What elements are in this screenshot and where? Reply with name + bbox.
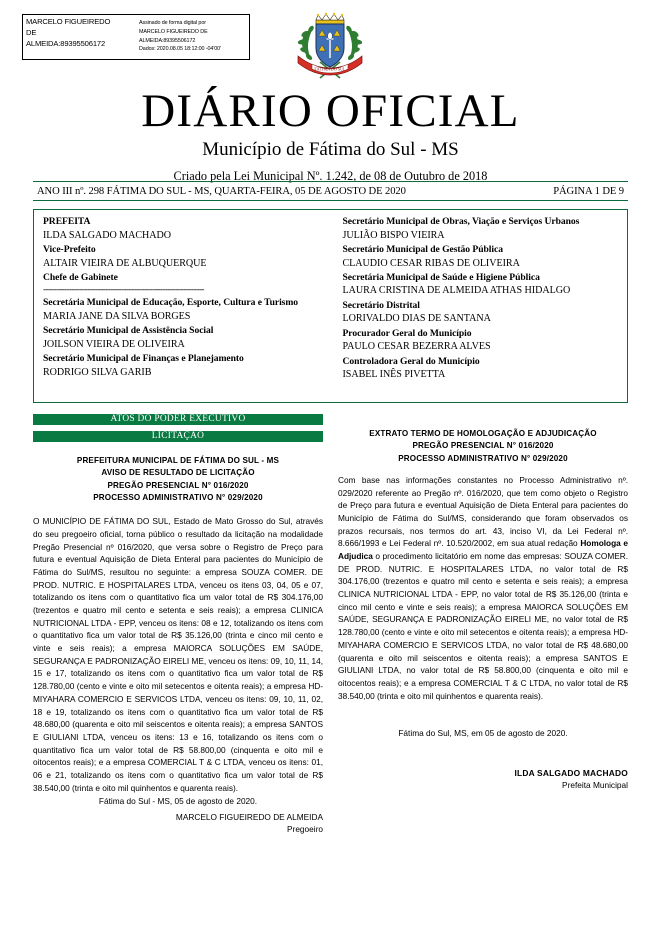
official-role: Secretário Distrital: [342, 299, 420, 311]
right-article-body: [338, 474, 628, 702]
heading-line: PROCESSO ADMINISTRATIVO N° 029/2020: [398, 453, 568, 463]
official-role: Secretária Municipal de Saúde e Higiene Pública: [342, 271, 540, 283]
svg-text:FÁTIMA DO SUL: FÁTIMA DO SUL: [314, 66, 346, 72]
page-title: DIÁRIO OFICIAL: [141, 85, 520, 137]
signature-detail-line: MARCELO FIGUEIREDO DE: [139, 28, 208, 35]
signer-name: MARCELO FIGUEIREDO DE ALMEIDA: [175, 811, 323, 822]
edition-bar: [33, 181, 628, 201]
masthead-subtitle: Município de Fátima do Sul - MS: [202, 138, 459, 160]
signer-name: ILDA SALGADO MACHADO: [514, 767, 628, 778]
municipal-coat-of-arms-icon: [292, 12, 368, 84]
official-role: PREFEITA: [43, 216, 91, 227]
official-role: Secretário Municipal de Finanças e Planejamento: [43, 353, 244, 365]
official-name: ALTAIR VIEIRA DE ALBUQUERQUE: [43, 257, 207, 269]
heading-line: PROCESSO ADMINISTRATIVO N° 029/2020: [93, 492, 263, 502]
signature-subject: [23, 15, 136, 59]
signer-role: Pregoeiro: [287, 824, 323, 835]
signature-details: [136, 15, 249, 59]
heading-line: PREFEITURA MUNICIPAL DE FÁTIMA DO SUL - MS: [76, 456, 280, 465]
official-role: Secretária Municipal de Educação, Esporte, Cultura e Turismo: [43, 297, 299, 309]
officials-separator: --------------------------------------------------------------: [43, 284, 204, 296]
right-article-signature: [338, 767, 628, 793]
heading-line: EXTRATO TERMO DE HOMOLOGAÇÃO E ADJUDICAÇÃO: [369, 429, 597, 438]
signature-detail-line: Assinado de forma digital por: [139, 20, 206, 26]
left-article-signature: [33, 811, 323, 836]
official-role: Controladora Geral do Município: [342, 355, 480, 367]
heading-line: AVISO DE RESULTADO DE LICITAÇÃO: [101, 468, 255, 478]
official-role: Secretário Municipal de Assistência Social: [43, 325, 214, 337]
official-role: Secretário Municipal de Obras, Viação e Serviços Urbanos: [342, 216, 580, 227]
official-name: RODRIGO SILVA GARIB: [43, 366, 152, 378]
official-role: Secretário Municipal de Gestão Pública: [342, 243, 503, 255]
left-article: [33, 455, 323, 836]
official-name: JOILSON VIEIRA DE OLIVEIRA: [43, 339, 185, 351]
signature-subject-line: DE: [26, 27, 37, 37]
left-article-heading: [33, 455, 323, 504]
edition-info: ANO III nº. 298 FÁTIMA DO SUL - MS, QUARTA-FEIRA, 05 DE AGOSTO DE 2020: [37, 185, 406, 197]
left-article-place-date: Fátima do Sul - MS, 05 de agosto de 2020.: [98, 796, 258, 807]
official-role: Vice-Prefeito: [43, 243, 96, 255]
officials-box: [33, 209, 628, 403]
signer-role: Prefeita Municipal: [562, 780, 628, 791]
official-name: PAULO CESAR BEZERRA ALVES: [342, 341, 491, 353]
heading-line: PREGÃO PRESENCIAL N° 016/2020: [107, 480, 249, 490]
signature-subject-line: MARCELO FIGUEIREDO: [26, 17, 111, 26]
right-article-body-emphasis: Homologa e Adjudica: [338, 538, 628, 562]
official-name: MARIA JANE DA SILVA BORGES: [43, 311, 191, 323]
official-name: ISABEL INÊS PIVETTA: [342, 369, 446, 381]
right-article-body-part1: Com base nas informações constantes no Processo Administrativo nº. 029/2020 referente ao Pregão nº. 016/2020, que tem como objeto o Registro de Preço para futura e eventual Aquisição de Dieta Enteral para pacientes do Município de Fátima do Sul/MS, considerando que foram observados os prazos recursais, nos termos do art. 43, inciso VI, da Lei Federal nº. 8.666/1993 e Lei Federal nº. 10.520/2002, em sua atual redação: [338, 474, 628, 549]
official-name: LORIVALDO DIAS DE SANTANA: [342, 313, 491, 325]
page-number: PÁGINA 1 DE 9: [553, 185, 624, 197]
official-name: ILDA SALGADO MACHADO: [43, 229, 171, 241]
official-name: CLAUDIO CESAR RIBAS DE OLIVEIRA: [342, 257, 520, 269]
masthead: [0, 85, 661, 184]
right-article-place-date: Fátima do Sul, MS, em 05 de agosto de 2020.: [398, 728, 568, 739]
officials-right-column: [331, 215, 628, 402]
left-article-body: O MUNICÍPIO DE FÁTIMA DO SUL, Estado de Mato Grosso do Sul, através do seu pregoeiro oficial, torna público o resultado da licitação na modalidade Pregão Presencial nº 016/2020, que versa sobre o Registro de Preço para futura e eventual Aquisição de Dieta Enteral para pacientes do Município de Fátima do Sul/MS, resultou no seguinte: a empresa SOUZA COMER. DE PROD. NUTRIC. E HOSPITALARES LTDA, venceu os itens 03, 04, 05 e 07, totalizando os itens com o quantitativo fica um valor total de R$ 304.176,00 (trezentos e quatro mil cento e setenta e seis reais); a empresa CLINICA NUTRICIONAL LTDA - EPP, venceu os itens: 08 e 12, totalizando os itens com o quantitativo fica um valor total de R$ 35.126,00 (trinta e cinco mil cento e vinte e seis reais); a empresa MAIORCA SOLUÇÕES EM SAÚDE, SEGURANÇA E PADRONIZAÇÃO EIRELI ME, venceu os itens: 09, 10, 11, 14, 15 e 17, totalizando os itens com o quantitativo fica um valor total de R$ 128.780,00 (cento e vinte e oito mil setecentos e oitenta reais); a empresa HD- MIYAHARA COMERCIO E SERVICOS LTDA, venceu os itens: 09, 10, 11, 02, 18 e 19, totalizando os itens com o quantitativo fica um valor total de R$ 48.680,00 (quarenta e oito mil seiscentos e oitenta reais); a empresa SANTOS E GIULIANI LTDA, venceu os itens: 13 e 16, totalizando os itens com o quantitativo fica um valor total de R$ 58.800,00 (cinquenta e oito mil e oitocentos reais); e a empresa COMERCIAL T & C LTDA, venceu os itens: 01, 06 e 21, totalizando os itens com o quantitativo fica um valor total de R$ 38.540,00 (trinta e oito mil quinhentos e quarenta reais).: [33, 516, 323, 793]
official-name: JULIÃO BISPO VIEIRA: [342, 229, 445, 241]
right-article-body-part2: o procedimento licitatório em nome das empresas: SOUZA COMER. DE PROD. NUTRIC. E HOSPITALARES LTDA, no valor total de R$ 304.176,00 (trezentos e quatro mil cento e setenta e seis reais); a empresa CLINICA NUTRICIONAL LTDA - EPP, no valor total de R$ 35.126,00 (trinta e cinco mil cento e vinte e seis reais); a empresa MAIORCA SOLUÇÕES EM SAÚDE, SEGURANÇA E PADRONIZAÇÃO EIRELI ME, no valor total de R$ 128.780,00 (cento e vinte e oito mil setecentos e oitenta reais); a empresa HD- MIYAHARA COMERCIO E SERVICOS LTDA, no valor total de R$ 48.680,00 (quarenta e oito mil seiscentos e oitenta reais); a empresa SANTOS E GIULIANI LTDA, no valor total de R$ 58.800,00 (cinquenta e oito mil e oitocentos reais); e a empresa COMERCIAL T & C LTDA, no valor total de R$ 38.540,00 (trinta e oito mil quinhentos e quarenta reais).: [338, 551, 628, 701]
right-article: [338, 428, 628, 792]
masthead-law-line: Criado pela Lei Municipal Nº. 1.242, de 08 de Outubro de 2018: [173, 168, 488, 183]
official-name: LAURA CRISTINA DE ALMEIDA ATHAS HIDALGO: [342, 285, 571, 297]
signature-detail-line: ALMEIDA:89395506172: [139, 37, 196, 44]
section-banner-licitacao: LICITAÇÃO: [33, 431, 323, 442]
right-article-heading: [338, 428, 628, 465]
signature-detail-line: Dados: 2020.08.05 18:12:00 -04'00': [139, 46, 221, 53]
official-role: Chefe de Gabinete: [43, 271, 118, 283]
signature-subject-line: ALMEIDA:89395506172: [26, 38, 106, 48]
official-role: Procurador Geral do Município: [342, 327, 472, 339]
digital-signature-stamp: [22, 14, 250, 60]
section-banner-atos-do-poder-executivo: ATOS DO PODER EXECUTIVO: [33, 414, 323, 425]
officials-left-column: [34, 215, 331, 402]
heading-line: PREGÃO PRESENCIAL N° 016/2020: [412, 441, 554, 451]
